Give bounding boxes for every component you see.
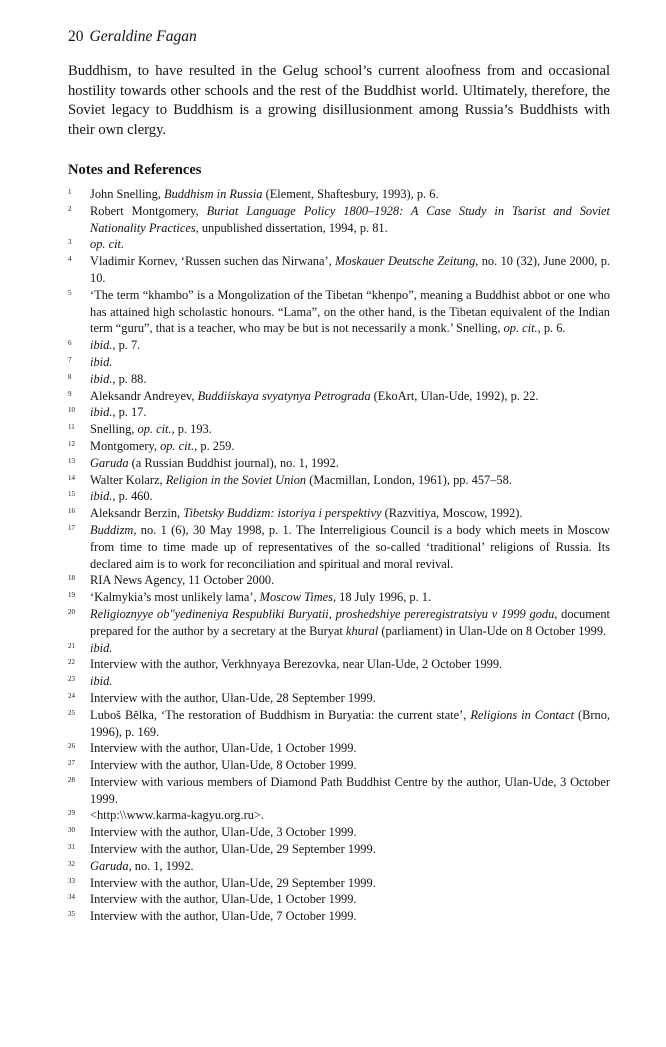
note-text [90, 505, 610, 522]
note-text [90, 371, 610, 388]
note-number: 19 [68, 591, 75, 600]
note-text [90, 488, 610, 505]
note-text [90, 522, 610, 572]
note-text [90, 908, 610, 925]
note-text [90, 203, 610, 237]
note-text-run: Interview with the author, Verkhnyaya Berezovka, near Ulan-Ude, 2 October 1999. [90, 657, 503, 672]
note-number: 31 [68, 843, 75, 852]
note-italic-run: ibid. [90, 371, 113, 386]
note-italic-run: ibid. [90, 405, 113, 420]
note-text-run: Interview with the author, Ulan-Ude, 7 October 1999. [90, 909, 357, 924]
note-italic-run: op. cit. [90, 237, 125, 252]
note-number: 18 [68, 574, 75, 583]
note-text-run: ‘Kalmykia’s most unlikely lama’, [90, 590, 260, 605]
note-text-run: , p. 259. [194, 438, 235, 453]
note-item [68, 522, 610, 572]
note-text [90, 858, 610, 875]
body-paragraph: Buddhism, to have resulted in the Gelug school’s current aloofness from and occasional hostility towards other schools and the rest of the Buddhist world. Ultimately, therefore, the Soviet legacy to Buddhism is a growing disillusionment among Russia’s Buddhists with their own clergy. [68, 63, 610, 138]
note-number: 12 [68, 439, 75, 448]
note-number: 21 [68, 641, 75, 650]
note-text [90, 337, 610, 354]
note-number: 26 [68, 742, 75, 751]
note-text-run: ‘The term “khambo” is a Mongolization of the Tibetan “khenpo”, meaning a Buddhist abbot or one who has attained high scholastic honours. “Lama”, on the other hand, is the Tibetan equivalent of the Indian term “guru”, that is a teacher, who may be but is not necessarily a monk.’ Snelling, [90, 287, 610, 336]
note-item [68, 707, 610, 741]
note-italic-run: Moskauer Deutsche Zeitung [335, 254, 476, 269]
note-italic-run: ibid. [90, 338, 113, 353]
note-italic-run: Buddiiskaya svyatynya Petrograda [197, 388, 371, 403]
note-item [68, 505, 610, 522]
note-text [90, 589, 610, 606]
note-text-run: , p. 88. [112, 371, 147, 386]
note-italic-run: op. cit. [503, 321, 538, 336]
note-italic-run: Buddhism in Russia [164, 187, 263, 201]
running-header-author: Geraldine Fagan [89, 28, 197, 45]
note-item [68, 354, 610, 371]
note-text-run: Interview with the author, Ulan-Ude, 29 September 1999. [90, 875, 376, 890]
note-text-run: Interview with the author, Ulan-Ude, 29 September 1999. [90, 842, 376, 857]
note-text [90, 354, 610, 371]
note-italic-run: Religions in Contact [470, 707, 575, 722]
note-text [90, 186, 610, 203]
note-text [90, 572, 610, 589]
note-text-run: , no. 10 (32), June 2000, p. 10. [90, 254, 611, 285]
note-item [68, 740, 610, 757]
notes-list [68, 186, 610, 925]
note-text [90, 236, 610, 253]
note-item [68, 656, 610, 673]
note-number: 7 [68, 355, 72, 364]
note-text-run: , p. 460. [112, 489, 153, 504]
note-italic-run: op. cit. [160, 438, 195, 453]
note-number: 28 [68, 775, 75, 784]
note-number: 32 [68, 859, 75, 868]
note-number: 33 [68, 876, 75, 885]
note-text-run: Robert Montgomery, [90, 203, 207, 218]
note-italic-run: Tibetsky Buddizm: istoriya i perspektivy [183, 506, 382, 521]
note-text-run: Aleksandr Andreyev, [90, 388, 198, 403]
note-italic-run: ibid. [90, 640, 113, 655]
note-item [68, 774, 610, 808]
note-italic-run: Garuda [90, 858, 129, 873]
note-text-run: (parliament) in Ulan-Ude on 8 October 1999. [378, 623, 607, 638]
note-text [90, 287, 610, 337]
section-heading: Notes and References [68, 162, 202, 178]
note-text-run: Aleksandr Berzin, [90, 506, 184, 521]
note-italic-run: Religion in the Soviet Union [165, 472, 307, 487]
note-text-run: , unpublished dissertation, 1994, p. 81. [195, 220, 388, 235]
note-text-run: (a Russian Buddhist journal), no. 1, 1992. [128, 455, 339, 470]
note-text [90, 707, 610, 741]
note-text-run: , p. 17. [112, 405, 147, 420]
note-text [90, 774, 610, 808]
note-number: 25 [68, 708, 75, 717]
note-number: 2 [68, 204, 72, 213]
note-item [68, 824, 610, 841]
note-number: 17 [68, 523, 75, 532]
note-text [90, 388, 610, 405]
note-text [90, 640, 610, 657]
note-item [68, 589, 610, 606]
note-text [90, 606, 610, 640]
note-item [68, 606, 610, 640]
note-text-run: , no. 1 (6), 30 May 1998, p. 1. The Interreligious Council is a body which meets in Moscow from time to time made up of representatives of the so-called ‘traditional’ religions of Russia. Its declared aim is to work for reconciliation and spiritual and moral revival. [90, 522, 610, 571]
note-italic-run: Buriat Language Policy 1800–1928: A Case Study in Tsarist and Soviet Nationality Practices [90, 203, 610, 235]
note-number: 20 [68, 607, 75, 616]
note-number: 3 [68, 238, 72, 247]
note-number: 6 [68, 339, 72, 348]
note-item [68, 236, 610, 253]
note-text-run: RIA News Agency, 11 October 2000. [90, 573, 275, 588]
note-italic-run: Religioznyye ob"yedineniya Respubliki Buryatii, proshedshiye pereregistratsiyu v 1999 godu [90, 606, 555, 621]
note-italic-run: ibid. [90, 354, 113, 369]
note-text [90, 690, 610, 707]
note-item [68, 858, 610, 875]
note-number: 27 [68, 759, 75, 768]
note-item [68, 404, 610, 421]
note-number: 9 [68, 389, 72, 398]
note-number: 13 [68, 456, 75, 465]
note-italic-run: op. cit. [137, 422, 172, 437]
note-number: 8 [68, 372, 72, 381]
note-item [68, 253, 610, 287]
note-item [68, 287, 610, 337]
note-number: 4 [68, 255, 72, 264]
note-text-run: , p. 6. [537, 321, 566, 336]
note-text-run: Snelling, [90, 422, 138, 437]
note-italic-run: ibid. [90, 674, 113, 689]
note-text-run: (Razvitiya, Moscow, 1992). [381, 506, 523, 521]
note-text-run: Interview with the author, Ulan-Ude, 1 October 1999. [90, 892, 357, 907]
note-text [90, 404, 610, 421]
note-item [68, 186, 610, 203]
note-number: 5 [68, 288, 72, 297]
note-text-run: Montgomery, [90, 438, 161, 453]
note-text [90, 438, 610, 455]
note-number: 1 [68, 188, 72, 196]
note-text [90, 891, 610, 908]
note-number: 22 [68, 658, 75, 667]
note-text-run: , 18 July 1996, p. 1. [332, 590, 432, 605]
note-text [90, 824, 610, 841]
note-item [68, 388, 610, 405]
note-item [68, 572, 610, 589]
note-text [90, 807, 610, 824]
note-text-run: John Snelling, [90, 187, 165, 201]
note-number: 34 [68, 893, 75, 902]
note-text [90, 421, 610, 438]
note-item [68, 421, 610, 438]
note-item [68, 203, 610, 237]
note-number: 14 [68, 473, 75, 482]
note-item [68, 891, 610, 908]
note-number: 11 [68, 423, 75, 432]
note-text-run: Luboš Bělka, ‘The restoration of Buddhism in Buryatia: the current state’, [90, 707, 471, 722]
note-item [68, 371, 610, 388]
note-text [90, 841, 610, 858]
note-text-run: Walter Kolarz, [90, 472, 166, 487]
note-item [68, 438, 610, 455]
note-text-run: , no. 1, 1992. [128, 858, 194, 873]
note-number: 29 [68, 809, 75, 818]
note-text-run: Interview with the author, Ulan-Ude, 28 September 1999. [90, 690, 376, 705]
note-item [68, 690, 610, 707]
note-item [68, 841, 610, 858]
note-text-run: (Brno, 1996), p. 169. [90, 707, 611, 739]
note-item [68, 875, 610, 892]
note-text [90, 673, 610, 690]
note-text [90, 875, 610, 892]
note-item [68, 807, 610, 824]
note-italic-run: Garuda [90, 455, 129, 470]
note-text-run: (Element, Shaftesbury, 1993), p. 6. [262, 187, 439, 201]
note-number: 15 [68, 490, 75, 499]
note-text-run: (Macmillan, London, 1961), pp. 457–58. [306, 472, 512, 487]
note-text-run: , p. 193. [171, 422, 212, 437]
note-text-run: Vladimir Kornev, ‘Russen suchen das Nirwana’, [90, 254, 336, 269]
page-number: 20 [68, 28, 84, 45]
note-text [90, 740, 610, 757]
note-item [68, 472, 610, 489]
note-italic-run: Moscow Times [259, 590, 333, 605]
note-italic-run: Buddizm [90, 522, 134, 537]
note-text [90, 472, 610, 489]
note-item [68, 488, 610, 505]
note-number: 10 [68, 406, 75, 415]
note-item [68, 640, 610, 657]
note-text [90, 656, 610, 673]
note-text-run: Interview with the author, Ulan-Ude, 8 October 1999. [90, 758, 357, 773]
note-item [68, 673, 610, 690]
note-text-run: <http:\\www.karma-kagyu.org.ru>. [90, 808, 264, 823]
note-item [68, 908, 610, 925]
note-number: 30 [68, 826, 75, 835]
note-text [90, 757, 610, 774]
note-text-run: , p. 7. [112, 338, 141, 353]
note-text [90, 253, 610, 287]
note-italic-run: ibid. [90, 489, 113, 504]
note-item [68, 455, 610, 472]
note-text [90, 455, 610, 472]
note-text-run: Interview with various members of Diamond Path Buddhist Centre by the author, Ulan-Ude, 3 October 1999. [90, 774, 610, 806]
running-header [68, 28, 197, 46]
note-text-run: Interview with the author, Ulan-Ude, 1 October 1999. [90, 741, 357, 756]
note-item [68, 337, 610, 354]
note-item [68, 757, 610, 774]
note-number: 24 [68, 691, 75, 700]
note-text-run: Interview with the author, Ulan-Ude, 3 October 1999. [90, 825, 357, 840]
note-number: 16 [68, 507, 75, 516]
note-italic-run: khural [345, 623, 379, 638]
note-text-run: (EkoArt, Ulan-Ude, 1992), p. 22. [370, 388, 539, 403]
note-text-run: , document prepared for the author by a secretary at the Buryat [90, 606, 611, 638]
note-number: 35 [68, 910, 75, 919]
note-number: 23 [68, 675, 75, 684]
